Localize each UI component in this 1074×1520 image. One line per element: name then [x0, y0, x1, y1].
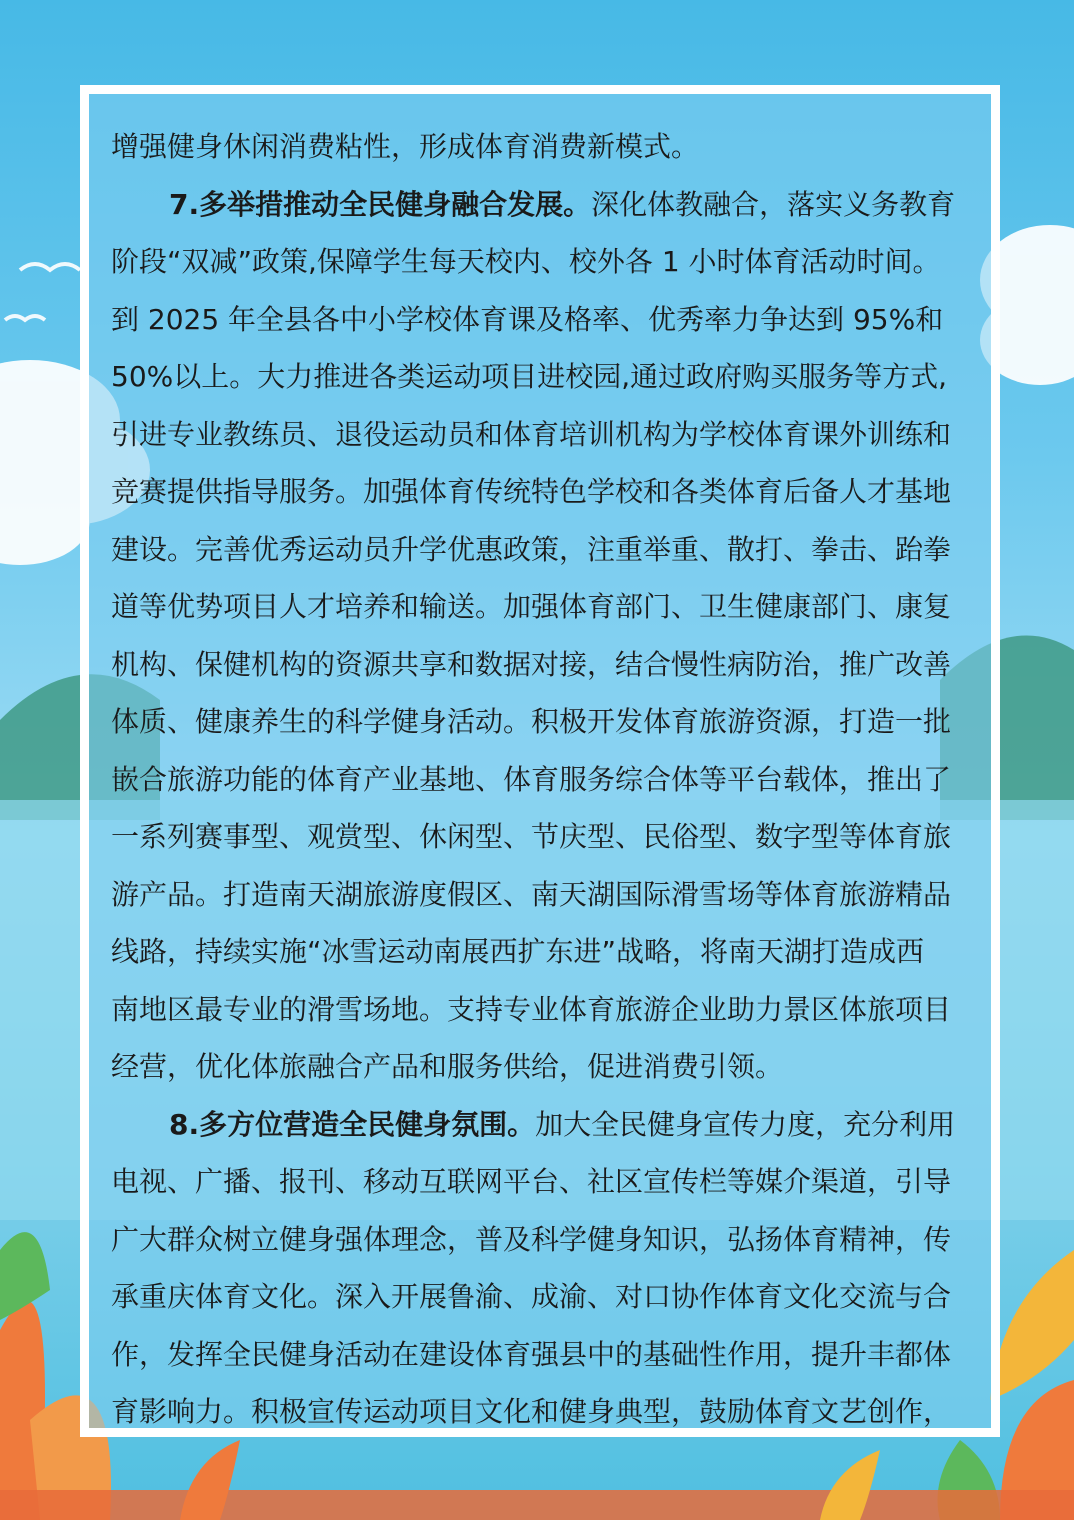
ground-strip — [0, 1490, 1074, 1520]
section-heading: 8.多方位营造全民健身氛围。 — [169, 1107, 536, 1141]
document-body — [111, 118, 973, 1437]
text-line: 广大群众树立健身强体理念，普及科学健身知识，弘扬体育精神，传 — [111, 1222, 952, 1256]
text-line: 机构、保健机构的资源共享和数据对接，结合慢性病防治，推广改善 — [111, 647, 952, 681]
section-heading-line: 7.多举措推动全民健身融合发展。深化体教融合，落实义务教育 — [169, 187, 956, 221]
text-line: 线路，持续实施“冰雪运动南展西扩东进”战略，将南天湖打造成西 — [111, 935, 925, 968]
text-line: 电视、广播、报刊、移动互联网平台、社区宣传栏等媒介渠道，引导 — [111, 1165, 952, 1198]
section-heading-line: 8.多方位营造全民健身氛围。加大全民健身宣传力度，充分利用 — [169, 1107, 956, 1141]
content-panel — [80, 85, 1000, 1437]
text-line: 育影响力。积极宣传运动项目文化和健身典型，鼓励体育文艺创作， — [111, 1395, 952, 1428]
text-line: 阶段“双减”政策,保障学生每天校内、校外各 1 小时体育活动时间。 — [111, 245, 941, 278]
text-line: 一系列赛事型、观赏型、休闲型、节庆型、民俗型、数字型等体育旅 — [111, 820, 952, 853]
text-line: 50%以上。大力推进各类运动项目进校园,通过政府购买服务等方式, — [111, 360, 948, 393]
text-line: 作，发挥全民健身活动在建设体育强县中的基础性作用，提升丰都体 — [111, 1337, 952, 1371]
text-line: 建设。完善优秀运动员升学优惠政策，注重举重、散打、拳击、跆拳 — [111, 532, 952, 566]
text-line: 到 2025 年全县各中小学校体育课及格率、优秀率力争达到 95%和 — [111, 302, 944, 336]
text-line: 竞赛提供指导服务。加强体育传统特色学校和各类体育后备人才基地 — [111, 475, 952, 508]
text-line: 体质、健康养生的科学健身活动。积极开发体育旅游资源，打造一批 — [111, 705, 952, 738]
text-line: 南地区最专业的滑雪场地。支持专业体育旅游企业助力景区体旅项目 — [111, 992, 952, 1026]
text-line: 承重庆体育文化。深入开展鲁渝、成渝、对口协作体育文化交流与合 — [111, 1280, 952, 1313]
section-heading: 7.多举措推动全民健身融合发展。 — [169, 187, 592, 221]
text-line: 增强健身休闲消费粘性，形成体育消费新模式。 — [111, 130, 700, 163]
text-line: 游产品。打造南天湖旅游度假区、南天湖国际滑雪场等体育旅游精品 — [111, 877, 952, 911]
text-line: 道等优势项目人才培养和输送。加强体育部门、卫生健康部门、康复 — [111, 590, 952, 623]
text-line: 嵌合旅游功能的体育产业基地、体育服务综合体等平台载体，推出了 — [111, 762, 952, 796]
text-line: 经营，优化体旅融合产品和服务供给，促进消费引领。 — [111, 1050, 784, 1083]
text-line: 引进专业教练员、退役运动员和体育培训机构为学校体育课外训练和 — [111, 417, 952, 451]
bird-icons — [5, 264, 80, 320]
